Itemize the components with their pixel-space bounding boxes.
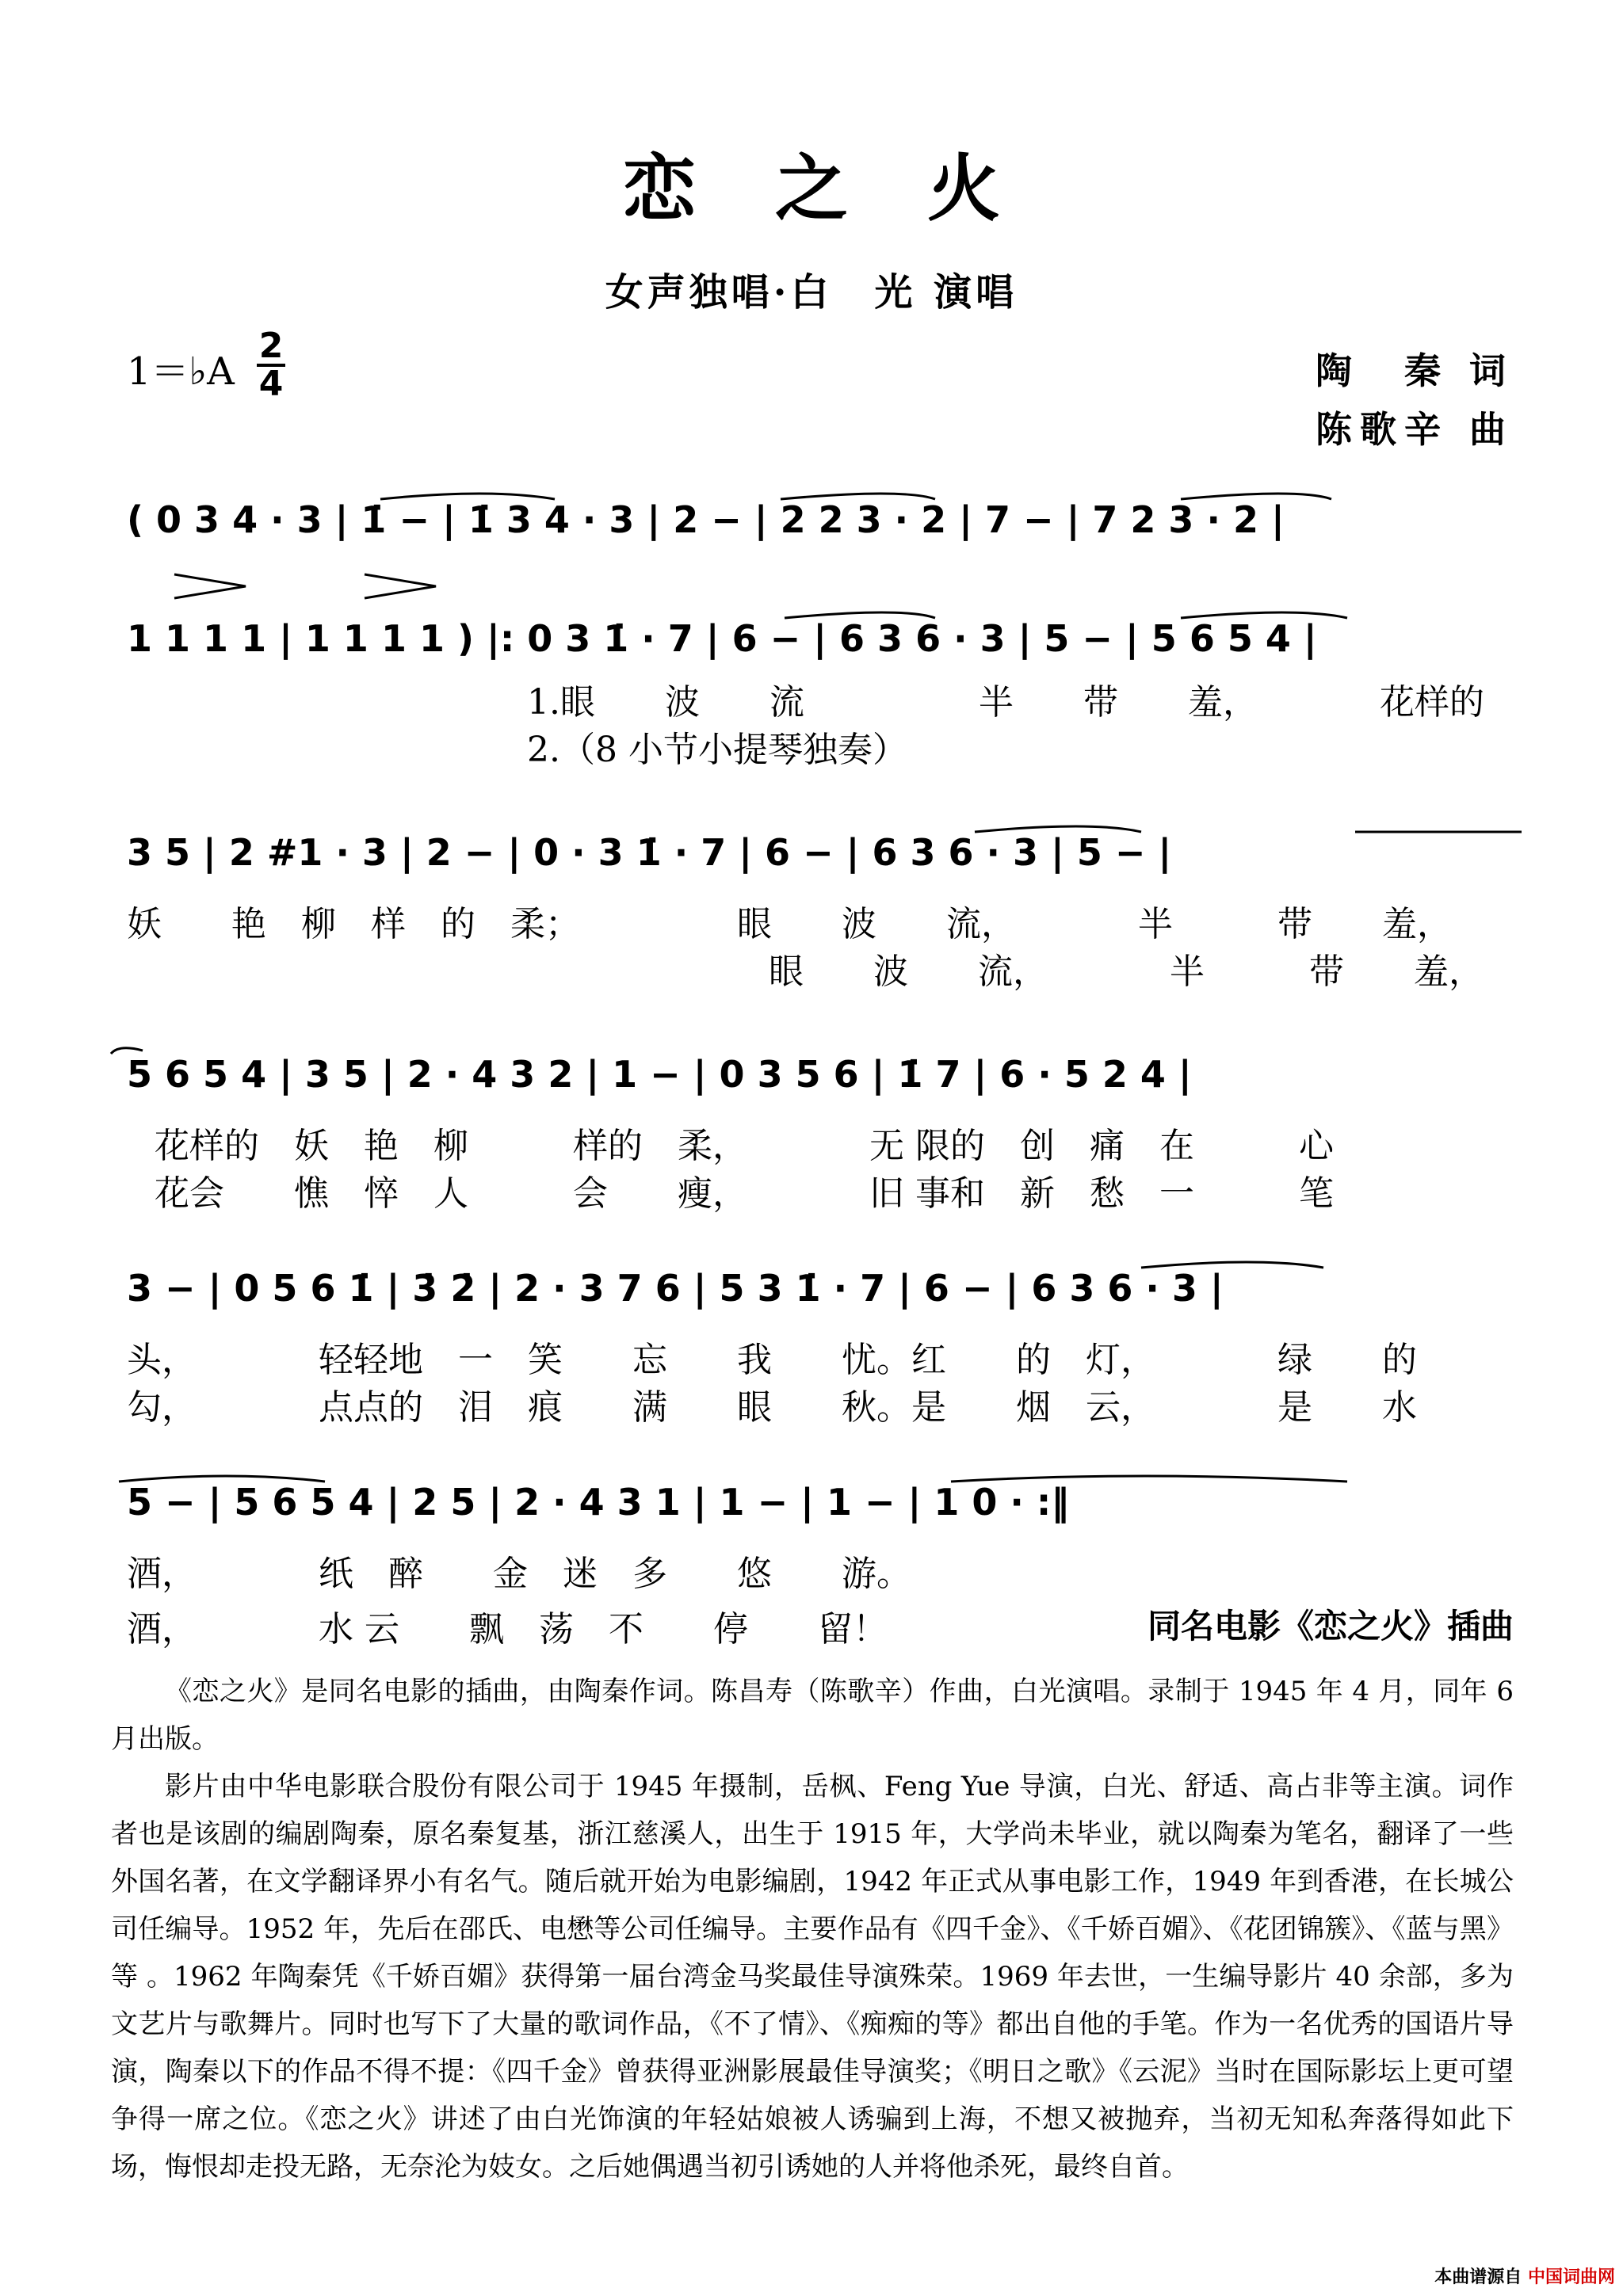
footer-source <box>1434 2264 1615 2288</box>
accent-marks-graphic <box>170 570 487 602</box>
composer-credit: 陈歌辛 曲 <box>1315 408 1514 451</box>
score-row-6-graphic <box>111 1474 1522 1529</box>
lyricist-credit: 陶 秦 词 <box>1315 349 1514 392</box>
score-row-4-notes: 5 6 5 4 | 3 5 | 2 · 4 3 2 | 1 − | 0 3 5 6 | 1̇ 7 | 6 · 5 2 4 | <box>127 1053 1192 1096</box>
key-signature: 1＝♭A <box>127 349 235 394</box>
score-row-1-notes: ( 0 3 4 · 3 | 1̇ − | 1̇ 3 4 · 3 | 2 − | 2 2 3 · 2 | 7 − | 7 2 3 · 2 | <box>127 498 1285 541</box>
accent-mark <box>365 574 436 598</box>
lyric-row4-verse2: 花会 憔 悴 人 会 瘦， 旧 事和 新 愁 一 笔 <box>155 1173 1334 1214</box>
score-row-5-notes: 3 − | 0 5 6 1̇ | 3̇ 2̇ | 2 · 3 7 6 | 5 3 1̇ · 7 | 6 − | 6 3 6 · 3 | <box>127 1267 1224 1310</box>
description <box>111 1668 1514 2191</box>
accent-marks <box>170 570 487 605</box>
score-row-5 <box>111 1260 1522 1315</box>
time-top: 2 <box>258 326 284 366</box>
score-row-4 <box>111 1046 1522 1101</box>
song-subtitle: 女声独唱·白 光 演唱 <box>605 270 1018 315</box>
score-row-2 <box>111 610 1522 666</box>
score-row-4-graphic <box>111 1046 1522 1101</box>
lyric-row2-verse1: 1.眼 波 流 半 带 羞， 花样的 <box>527 682 1484 723</box>
score-row-5-graphic <box>111 1260 1522 1315</box>
lyric-row3-verse2: 眼 波 流， 半 带 羞， <box>769 952 1484 992</box>
song-source-note: 同名电影《恋之火》插曲 <box>1147 1607 1514 1646</box>
score-row-1 <box>111 491 1522 547</box>
time-signature <box>255 326 287 404</box>
score-row-1-graphic <box>111 491 1522 547</box>
score-row-3 <box>111 824 1522 879</box>
lyric-row4-verse1: 花样的 妖 艳 柳 样的 柔， 无 限的 创 痛 在 心 <box>155 1126 1334 1166</box>
lyric-row6-verse2: 酒， 水 云 飘 荡 不 停 留！ <box>127 1609 888 1650</box>
accent-mark <box>174 574 246 598</box>
time-bottom: 4 <box>258 364 284 404</box>
score-row-6-notes: 5 − | 5 6 5 4 | 2 5 | 2 · 4 3 1 | 1 − | 1 − | 1 0 · :‖ <box>127 1481 1070 1524</box>
lyric-row3-verse1: 妖 艳 柳 样 的 柔； 眼 波 流， 半 带 羞， <box>127 904 1452 944</box>
score-row-2-graphic <box>111 610 1522 666</box>
description-paragraph-2: 影片由中华电影联合股份有限公司于 1945 年摄制，岳枫、Feng Yue 导演，白光、舒适、高占非等主演。词作者也是该剧的编剧陶秦，原名秦复基，浙江慈溪人，出生于 1915 年，大学尚未毕业，就以陶秦为笔名，翻译了一些外国名著，在文学翻译界小有名气。随后就开始为电影编剧，1942 年正式从事电影工作，1949 年到香港，在长城公司任编导。1952 年，先后在邵氏、电懋等公司任编导。主要作品有《四千金》、《千娇百媚》、《花团锦簇》、《蓝与黑》等 。1962 年陶秦凭《千娇百媚》获得第一届台湾金马奖最佳导演殊荣。1969 年去世，一生编导影片 40 余部，多为文艺片与歌舞片。同时也写下了大量的歌词作品，《不了情》、《痴痴的等》都出自他的手笔。作为一名优秀的国语片导演，陶秦以下的作品不得不提：《四千金》曾获得亚洲影展最佳导演奖；《明日之歌》《云泥》当时在国际影坛上更可望争得一席之位。《恋之火》讲述了由白光饰演的年轻姑娘被人诱骗到上海，不想又被抛弃，当初无知私奔落得如此下场，悔恨却走投无路，无奈沦为妓女。之后她偶遇当初引诱她的人并将他杀死，最终自首。 <box>111 1771 1514 2183</box>
score-row-2-notes: 1 1 1 1 | 1 1 1 1 ) |: 0 3 1̇ · 7 | 6 − | 6 3 6 · 3 | 5 − | 5 6 5 4 | <box>127 617 1317 660</box>
lyric-row2-verse2: 2.（8 小节小提琴独奏） <box>527 730 907 770</box>
description-paragraph-1: 《恋之火》是同名电影的插曲，由陶秦作词。陈昌寿（陈歌辛）作曲，白光演唱。录制于 1945 年 4 月，同年 6 月出版。 <box>111 1676 1514 1755</box>
score-row-3-notes: 3 5 | 2 #1 · 3 | 2 − | 0 · 3 1̇ · 7 | 6 − | 6 3 6 · 3 | 5 − | <box>127 831 1172 874</box>
lyric-row5-verse1: 头， 轻轻地 一 笑 忘 我 忧。红 的 灯， 绿 的 <box>127 1340 1417 1380</box>
lyric-row5-verse2: 勾， 点点的 泪 痕 满 眼 秋。是 烟 云， 是 水 <box>127 1387 1417 1428</box>
lyric-row6-verse1: 酒， 纸 醉 金 迷 多 悠 游。 <box>127 1554 911 1594</box>
footer-site-link[interactable]: 中国词曲网 <box>1527 2267 1615 2287</box>
footer-left: 本曲谱源自 <box>1434 2267 1522 2287</box>
score-row-3-graphic <box>111 824 1522 879</box>
score-row-6 <box>111 1474 1522 1529</box>
song-title: 恋之火 <box>622 146 1079 231</box>
